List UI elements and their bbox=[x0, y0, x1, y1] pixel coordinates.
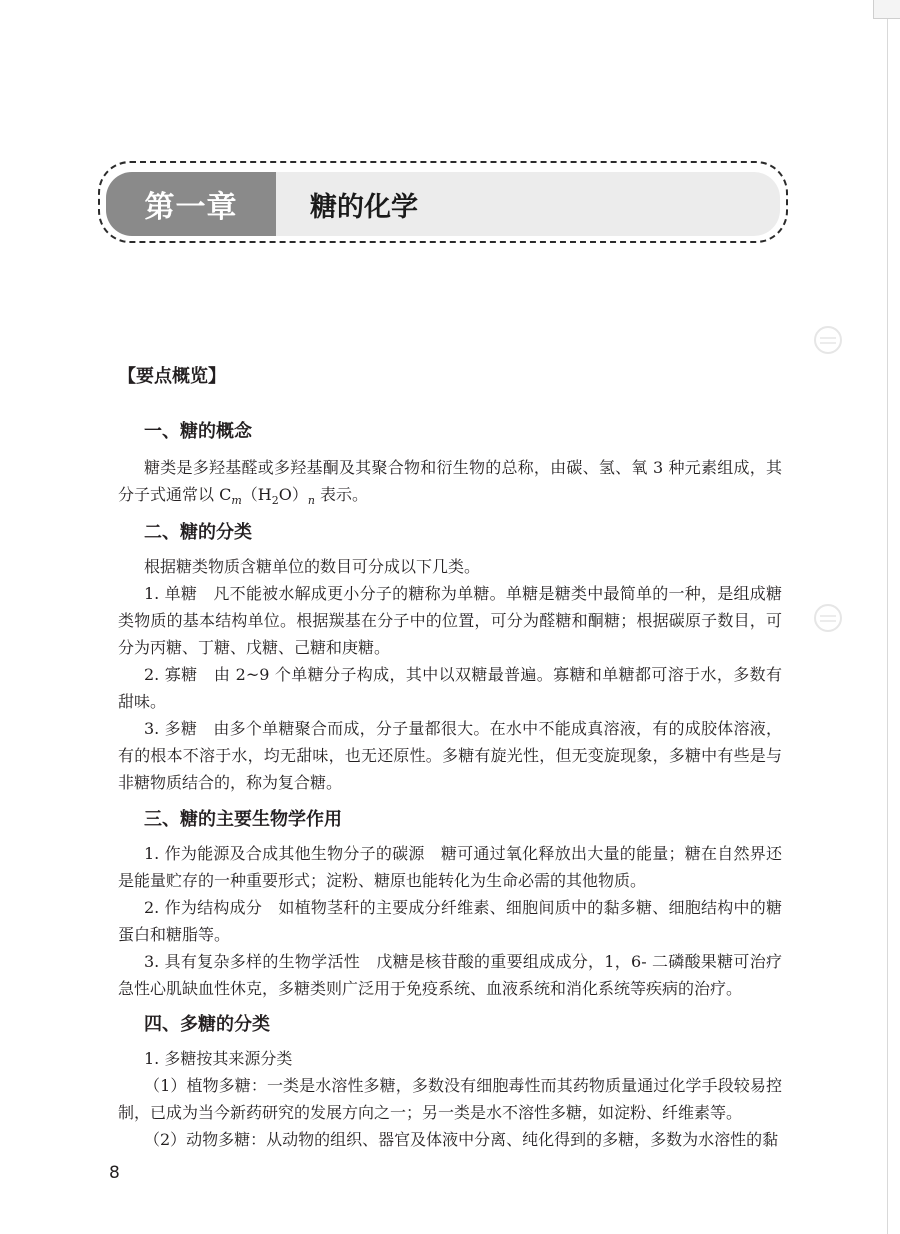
section-heading-concept: 一、糖的概念 bbox=[144, 421, 252, 442]
section-heading-biological-role: 三、糖的主要生物学作用 bbox=[144, 809, 342, 830]
paragraph-source-classification: 1. 多糖按其来源分类 bbox=[144, 1049, 293, 1068]
paragraph-plant-polysaccharide: （1）植物多糖：一类是水溶性多糖，多数没有细胞毒性而其药物质量通过化学手段较易控制，已成为当今新药研究的发展方向之一；另一类是水不溶性多糖，如淀粉、纤维素等。 bbox=[118, 1076, 782, 1122]
corner-crop-mark bbox=[873, 0, 900, 19]
watermark-logo-icon bbox=[814, 326, 842, 354]
paragraph-role-structure: 2. 作为结构成分 如植物茎秆的主要成分纤维素、细胞间质中的黏多糖、细胞结构中的糖蛋白和糖脂等。 bbox=[118, 898, 782, 944]
section-heading-classification: 二、糖的分类 bbox=[144, 522, 252, 543]
watermark-logo-icon bbox=[814, 604, 842, 632]
paragraph-animal-polysaccharide: （2）动物多糖：从动物的组织、器官及体液中分离、纯化得到的多糖，多数为水溶性的黏 bbox=[144, 1130, 779, 1149]
paragraph-role-activity: 3. 具有复杂多样的生物学活性 戊糖是核苷酸的重要组成成分，1，6- 二磷酸果糖可治疗急性心肌缺血性休克，多糖类则广泛用于免疫系统、血液系统和消化系统等疾病的治疗。 bbox=[118, 952, 782, 998]
page-edge-line bbox=[887, 0, 888, 1234]
paragraph-oligosaccharide: 2. 寡糖 由 2~9 个单糖分子构成，其中以双糖最普遍。寡糖和单糖都可溶于水，多数有甜味。 bbox=[118, 665, 782, 711]
paragraph-polysaccharide: 3. 多糖 由多个单糖聚合而成，分子量都很大。在水中不能成真溶液，有的成胶体溶液，有的根本不溶于水，均无甜味，也无还原性。多糖有旋光性，但无变旋现象，多糖中有些是与非糖物质结合的，称为复合糖。 bbox=[118, 719, 782, 792]
paragraph-monosaccharide: 1. 单糖 凡不能被水解成更小分子的糖称为单糖。单糖是糖类中最简单的一种，是组成糖类物质的基本结构单位。根据羰基在分子中的位置，可分为醛糖和酮糖；根据碳原子数目，可分为丙糖、丁糖、戊糖、己糖和庚糖。 bbox=[118, 584, 782, 657]
chapter-title: 糖的化学 bbox=[310, 191, 418, 223]
chapter-number: 第一章 bbox=[106, 172, 276, 236]
paragraph-concept-definition: 糖类是多羟基醛或多羟基酮及其聚合物和衍生物的总称，由碳、氢、氧 3 种元素组成，其分子式通常以 $C_m(H_2O)_n$ 表示。 bbox=[118, 458, 782, 508]
paragraph-classification-intro: 根据糖类物质含糖单位的数目可分成以下几类。 bbox=[144, 557, 481, 576]
page-number: 8 bbox=[109, 1163, 120, 1183]
section-heading-polysaccharide-types: 四、多糖的分类 bbox=[144, 1014, 270, 1035]
paragraph-role-energy: 1. 作为能源及合成其他生物分子的碳源 糖可通过氧化释放出大量的能量；糖在自然界还是能量贮存的一种重要形式；淀粉、糖原也能转化为生命必需的其他物质。 bbox=[118, 844, 782, 890]
chapter-banner bbox=[106, 172, 780, 236]
overview-heading: 【要点概览】 bbox=[118, 366, 226, 387]
